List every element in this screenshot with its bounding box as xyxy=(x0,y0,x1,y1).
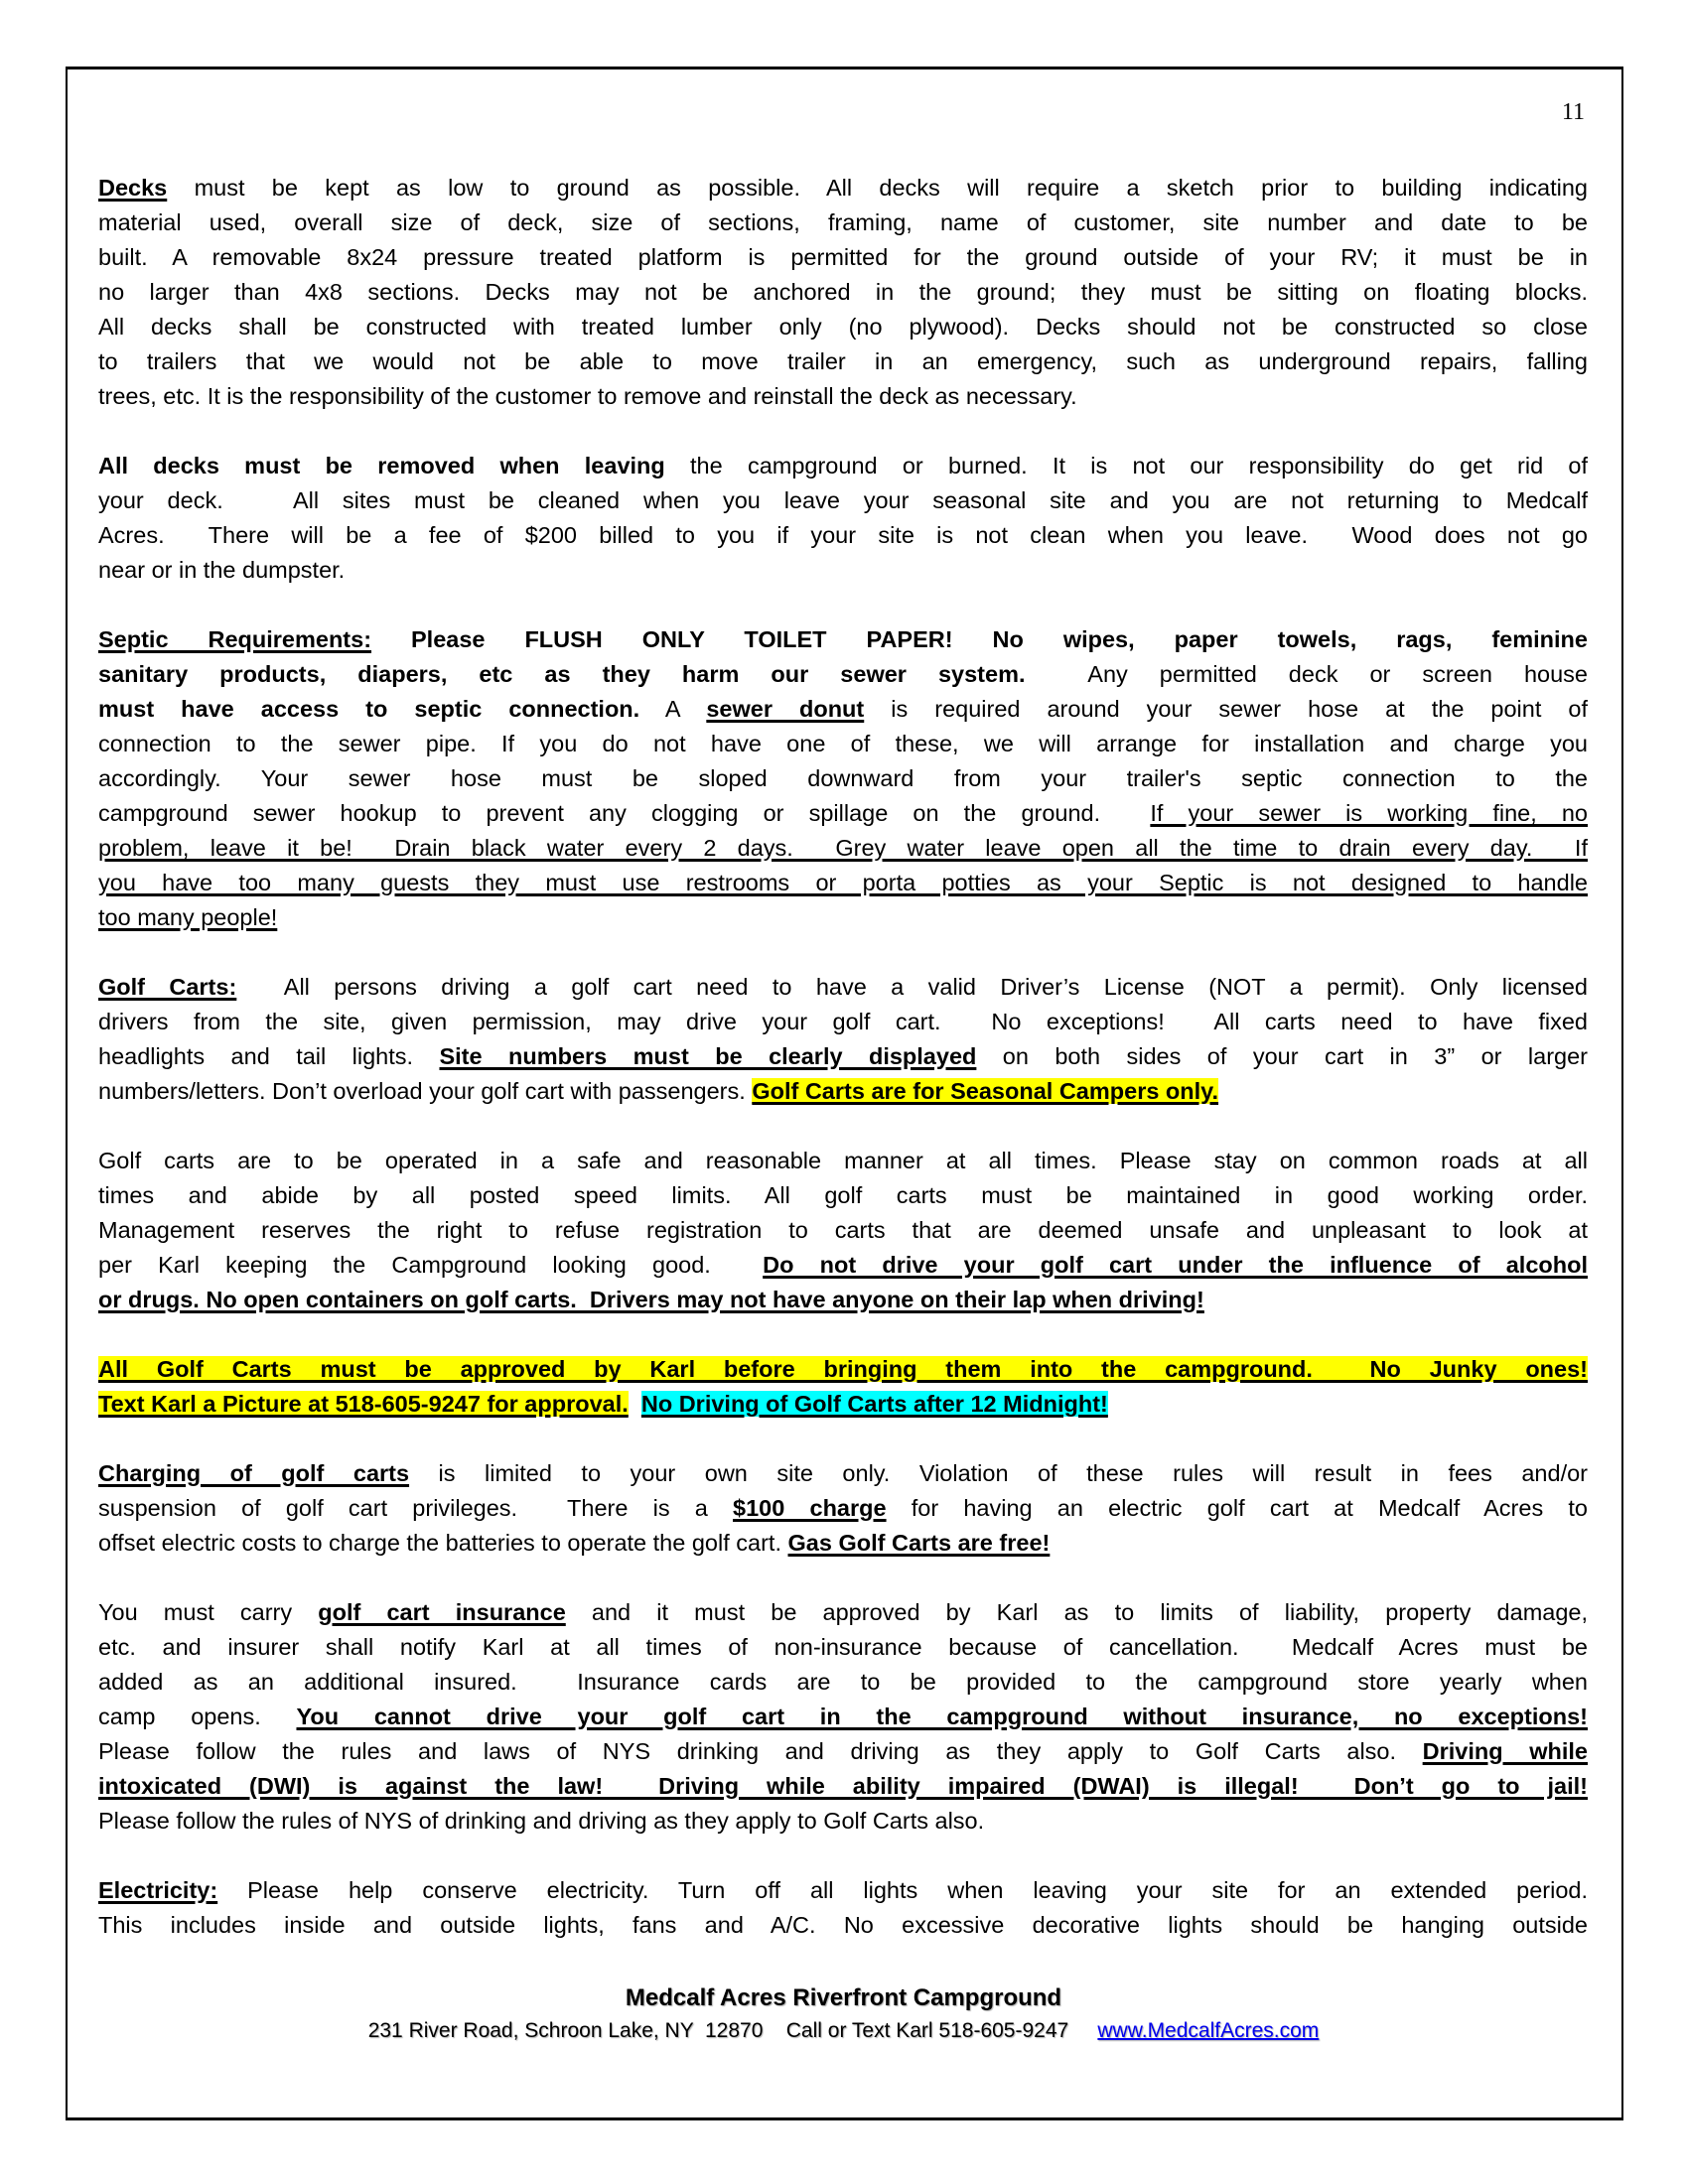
emphasized-text: If your sewer is working fine, no xyxy=(1150,800,1589,826)
emphasized-text: Decks xyxy=(98,175,168,201)
text-segment: per Karl keeping the Campground looking good. xyxy=(98,1252,764,1278)
text-segment: camp opens. xyxy=(98,1704,297,1729)
emphasized-text: intoxicated (DWI) is against the law! Driving while ability impaired (DWAI) is illegal! Don’t go to jail! xyxy=(98,1773,1588,1799)
text-line xyxy=(98,553,1588,588)
emphasized-text: You cannot drive your golf cart in the campground without insurance, no exceptions! xyxy=(296,1704,1588,1729)
text-segment: drivers from the site, given permission, may drive your golf cart. No exceptions! All carts need to have fixed xyxy=(98,1009,1588,1034)
bold-text: Please FLUSH ONLY TOILET PAPER! No wipes, paper towels, rags, feminine xyxy=(371,626,1588,652)
emphasized-text: Text Karl a Picture at 518-605-9247 for approval. xyxy=(98,1391,629,1417)
emphasized-text: Site numbers must be clearly displayed xyxy=(439,1043,977,1069)
text-segment: etc. and insurer shall notify Karl at all times of non-insurance because of cancellation. Medcalf Acres must be xyxy=(98,1634,1588,1660)
text-segment: Golf carts are to be operated in a safe and reasonable manner at all times. Please stay on common roads at all xyxy=(98,1148,1588,1173)
text-segment: your deck. All sites must be cleaned when you leave your seasonal site and you are not returning to Medcalf xyxy=(98,487,1588,513)
text-line xyxy=(98,831,1588,866)
paragraph xyxy=(98,1352,1588,1422)
text-line xyxy=(98,692,1588,727)
text-line xyxy=(98,483,1588,518)
emphasized-text: too many people! xyxy=(98,904,278,930)
bold-text: sanitary products, diapers, etc as they harm our sewer system. xyxy=(98,661,1026,687)
text-line xyxy=(98,1005,1588,1039)
emphasized-text: Septic Requirements: xyxy=(98,626,372,652)
text-line xyxy=(98,1630,1588,1665)
text-segment: trees, etc. It is the responsibility of the customer to remove and reinstall the deck as necessary. xyxy=(98,383,1077,409)
emphasized-text: No Driving of Golf Carts after 12 Midnight! xyxy=(640,1391,1108,1417)
text-line xyxy=(98,1387,1588,1422)
emphasized-text: Golf Carts: xyxy=(98,974,237,1000)
text-segment: for having an electric golf cart at Medcalf Acres to xyxy=(886,1495,1588,1521)
text-segment: offset electric costs to charge the batteries to operate the golf cart. xyxy=(98,1530,788,1556)
text-line xyxy=(98,310,1588,344)
emphasized-text: you have too many guests they must use restrooms or porta potties as your Septic is not designed to handle xyxy=(98,870,1588,895)
paragraph xyxy=(98,970,1588,1109)
text-segment: All decks shall be constructed with treated lumber only (no plywood). Decks should not be constructed so close xyxy=(98,314,1588,340)
text-segment: You must carry xyxy=(98,1599,319,1625)
paragraph xyxy=(98,449,1588,588)
text-line xyxy=(98,379,1588,414)
text-segment: suspension of golf cart privileges. There is a xyxy=(98,1495,734,1521)
paragraph xyxy=(98,1873,1588,1943)
emphasized-text: or drugs. No open containers on golf carts. Drivers may not have anyone on their lap when driving! xyxy=(98,1287,1204,1312)
footer-website-link[interactable]: www.MedcalfAcres.com xyxy=(1097,2019,1320,2042)
emphasized-text: $100 charge xyxy=(733,1495,887,1521)
text-line xyxy=(98,1248,1588,1283)
bold-text: All decks must be removed when leaving xyxy=(98,453,665,478)
emphasized-text: Electricity: xyxy=(98,1877,218,1903)
text-segment: A xyxy=(639,696,707,722)
emphasized-text: Charging of golf carts xyxy=(98,1460,410,1486)
text-line xyxy=(98,1700,1588,1734)
bold-text: must have access to septic connection. xyxy=(98,696,640,722)
text-line xyxy=(98,1734,1588,1769)
text-line xyxy=(98,449,1588,483)
text-segment xyxy=(629,1391,641,1417)
text-segment: on both sides of your cart in 3” or larger xyxy=(976,1043,1588,1069)
text-segment: added as an additional insured. Insurance cards are to be provided to the campground store yearly when xyxy=(98,1669,1588,1695)
emphasized-text: Do not drive your golf cart under the influence of alcohol xyxy=(763,1252,1588,1278)
paragraph xyxy=(98,1144,1588,1317)
text-line xyxy=(98,275,1588,310)
text-line xyxy=(98,1456,1588,1491)
text-segment: This includes inside and outside lights, fans and A/C. No excessive decorative lights should be hanging outside xyxy=(98,1912,1588,1938)
footer-contact: Call or Text Karl 518-605-9247 xyxy=(785,2019,1069,2042)
text-line xyxy=(98,866,1588,900)
emphasized-text: All Golf Carts must be approved by Karl before bringing them into the campground. No Junky ones! xyxy=(98,1356,1588,1382)
text-segment: must be kept as low to ground as possible. All decks will require a sketch prior to building indicating xyxy=(167,175,1588,201)
text-line xyxy=(98,1352,1588,1387)
text-line xyxy=(98,1283,1588,1317)
text-line xyxy=(98,622,1588,657)
text-line xyxy=(98,1039,1588,1074)
text-segment: numbers/letters. Don’t overload your golf cart with passengers. xyxy=(98,1078,753,1104)
emphasized-text: Gas Golf Carts are free! xyxy=(787,1530,1051,1556)
emphasized-text: Driving while xyxy=(1422,1738,1588,1764)
paragraph xyxy=(98,171,1588,414)
text-segment: near or in the dumpster. xyxy=(98,557,346,583)
text-line xyxy=(98,796,1588,831)
paragraph xyxy=(98,1456,1588,1561)
text-segment: and it must be approved by Karl as to limits of liability, property damage, xyxy=(565,1599,1589,1625)
text-segment: the campground or burned. It is not our responsibility do get rid of xyxy=(664,453,1588,478)
text-line xyxy=(98,1873,1588,1908)
text-line xyxy=(98,518,1588,553)
text-segment: Please help conserve electricity. Turn off all lights when leaving your site for an extended period. xyxy=(217,1877,1588,1903)
text-line xyxy=(98,727,1588,761)
text-segment: is limited to your own site only. Violation of these rules will result in fees and/or xyxy=(409,1460,1588,1486)
text-line xyxy=(98,1213,1588,1248)
text-segment: Management reserves the right to refuse registration to carts that are deemed unsafe and unpleasant to look at xyxy=(98,1217,1588,1243)
text-segment: times and abide by all posted speed limits. All golf carts must be maintained in good working order. xyxy=(98,1182,1588,1208)
text-segment: Please follow the rules and laws of NYS drinking and driving as they apply to Golf Carts also. xyxy=(98,1738,1423,1764)
text-segment: to trailers that we would not be able to move trailer in an emergency, such as underground repairs, falling xyxy=(98,348,1588,374)
text-line xyxy=(98,1595,1588,1630)
emphasized-text: sewer donut xyxy=(706,696,865,722)
text-line xyxy=(98,205,1588,240)
footer-address: 231 River Road, Schroon Lake, NY 12870 xyxy=(367,2019,764,2042)
text-segment: Please follow the rules of NYS of drinking and driving as they apply to Golf Carts also. xyxy=(98,1808,985,1834)
text-line xyxy=(98,240,1588,275)
text-line xyxy=(98,1491,1588,1526)
text-line xyxy=(98,657,1588,692)
page-number: 11 xyxy=(1561,99,1585,125)
text-line xyxy=(98,344,1588,379)
text-line xyxy=(98,761,1588,796)
footer-info xyxy=(66,2019,1621,2043)
footer-title: Medcalf Acres Riverfront Campground xyxy=(625,1984,1062,2011)
text-line xyxy=(98,1074,1588,1109)
emphasized-text: Golf Carts are for Seasonal Campers only. xyxy=(752,1078,1219,1104)
emphasized-text: golf cart insurance xyxy=(318,1599,566,1625)
text-line xyxy=(98,1665,1588,1700)
emphasized-text: problem, leave it be! Drain black water every 2 days. Grey water leave open all the time to drain every day. If xyxy=(98,835,1588,861)
paragraph xyxy=(98,1595,1588,1839)
text-line xyxy=(98,1804,1588,1839)
text-line xyxy=(98,1526,1588,1561)
text-line xyxy=(98,1769,1588,1804)
text-segment: Acres. There will be a fee of $200 billed to you if your site is not clean when you leave. Wood does not go xyxy=(98,522,1588,548)
text-segment: All persons driving a golf cart need to have a valid Driver’s License (NOT a permit). Only licensed xyxy=(236,974,1588,1000)
text-segment: no larger than 4x8 sections. Decks may not be anchored in the ground; they must be sitting on floating blocks. xyxy=(98,279,1588,305)
text-segment: connection to the sewer pipe. If you do not have one of these, we will arrange for installation and charge you xyxy=(98,731,1588,756)
text-segment: Any permitted deck or screen house xyxy=(1025,661,1588,687)
text-line xyxy=(98,900,1588,935)
text-segment: campground sewer hookup to prevent any clogging or spillage on the ground. xyxy=(98,800,1151,826)
text-line xyxy=(98,171,1588,205)
text-segment: accordingly. Your sewer hose must be sloped downward from your trailer's septic connection to the xyxy=(98,765,1588,791)
text-line xyxy=(98,1144,1588,1178)
text-segment: material used, overall size of deck, size of sections, framing, name of customer, site number and date to be xyxy=(98,209,1588,235)
text-segment: built. A removable 8x24 pressure treated platform is permitted for the ground outside of your RV; it must be in xyxy=(98,244,1588,270)
text-line xyxy=(98,1178,1588,1213)
text-segment: headlights and tail lights. xyxy=(98,1043,440,1069)
body-text xyxy=(98,171,1588,1978)
text-segment: is required around your sewer hose at the point of xyxy=(864,696,1588,722)
text-line xyxy=(98,970,1588,1005)
text-line xyxy=(98,1908,1588,1943)
paragraph xyxy=(98,622,1588,935)
